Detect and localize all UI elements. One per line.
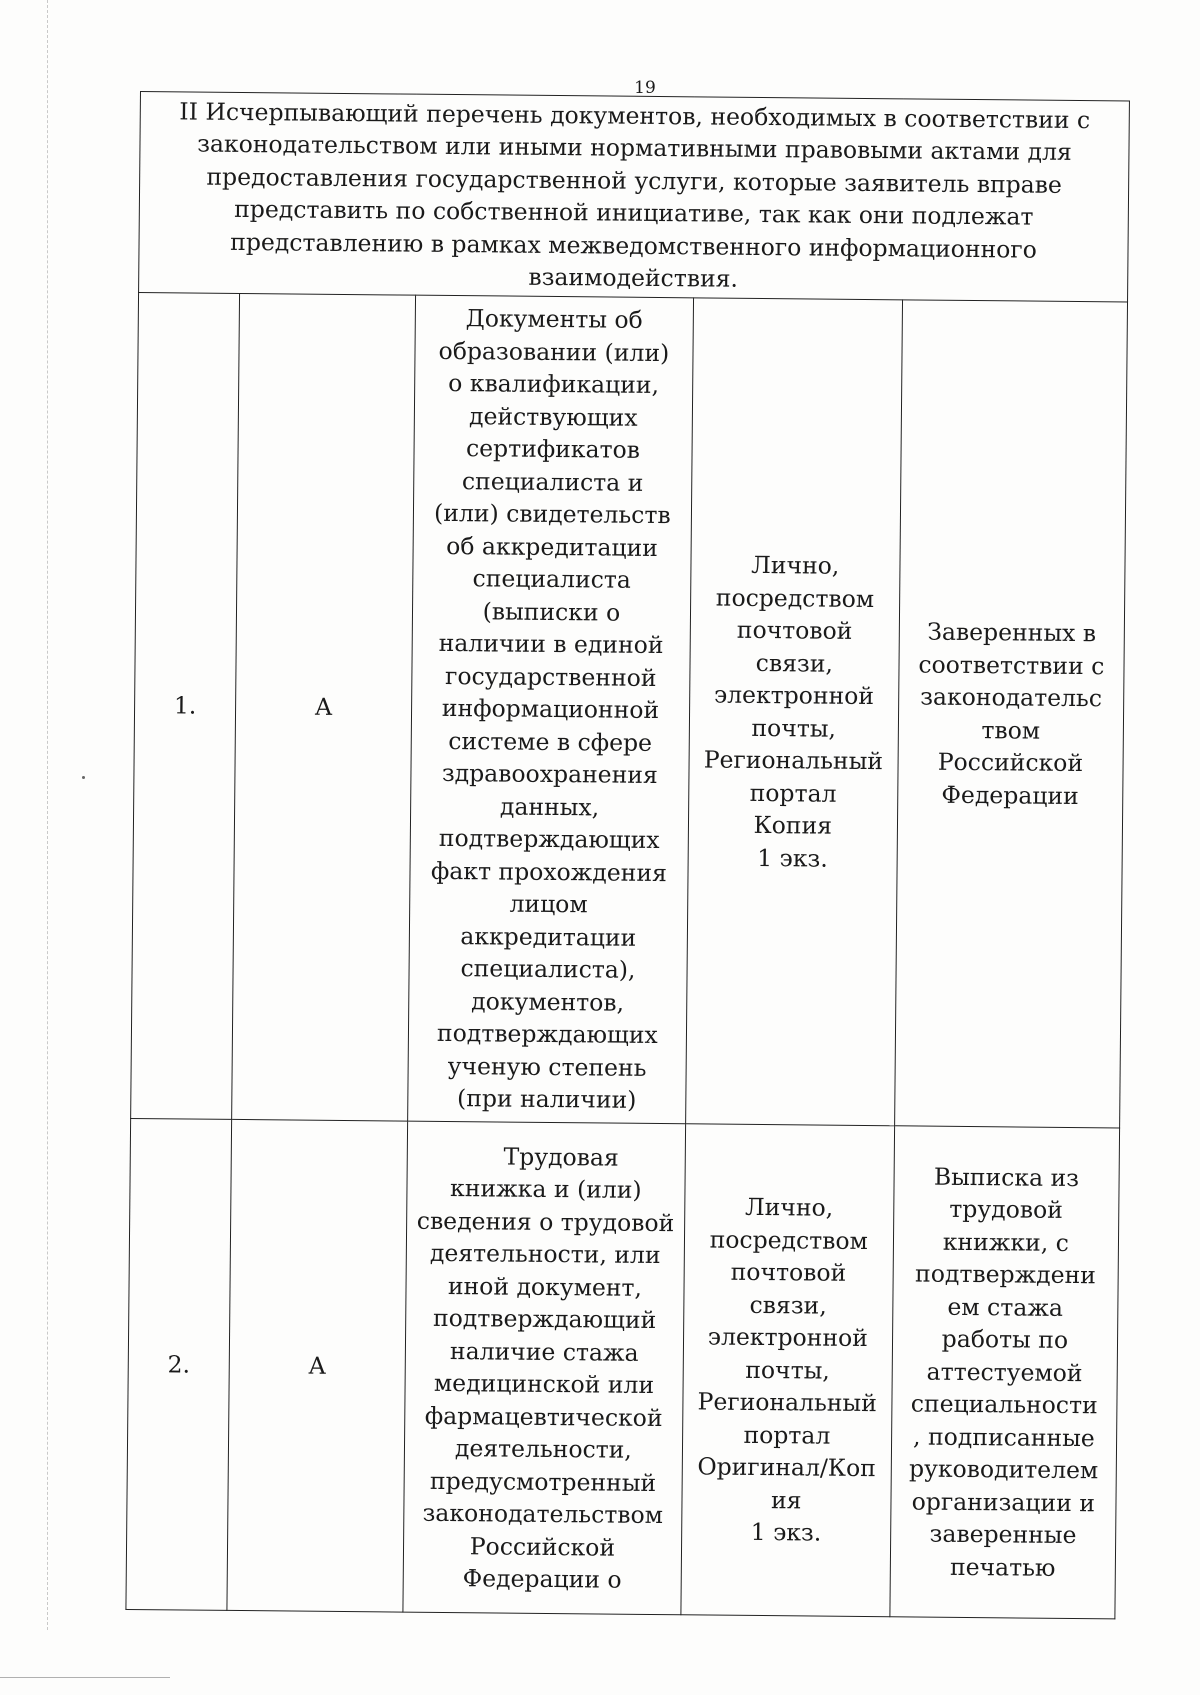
method-line: почты, [745,1355,830,1385]
note-line: аттестуемой [926,1357,1083,1387]
section-heading [139,92,1130,302]
note-line: специальности [910,1389,1098,1420]
method-line: портал [743,1420,831,1450]
document-line: медицинской или [433,1368,655,1399]
row-category: А [227,1119,408,1612]
method-line: почтовой [730,1257,847,1288]
note-line: организации и [911,1487,1096,1517]
method-line: электронной [713,680,875,711]
row-category: А [232,293,416,1121]
document-line: Трудовая [503,1142,619,1172]
note-line: твом [981,715,1041,745]
method-line: посредством [715,583,875,613]
document-line: (при наличии) [456,1084,637,1115]
method-line: 1 экз. [757,843,828,873]
document-line: подтверждающих [436,1019,658,1050]
note-cell [890,1126,1120,1619]
heading-line: взаимодействия. [528,262,739,293]
document-name-cell [408,295,694,1124]
document-line: подтверждающих [438,824,660,855]
method-line: Региональный [703,745,884,776]
note-line: Российской [937,747,1084,778]
document-line: о квалификации, [448,369,660,400]
document-line: специалиста и [461,466,644,497]
method-line: Копия [753,810,833,840]
note-cell [894,300,1127,1128]
document-line: системе в сфере [448,726,653,757]
table-row [131,292,1128,1127]
note-line: печатью [949,1552,1056,1582]
document-line: книжка и (или) [449,1174,642,1204]
method-line: связи, [755,648,834,678]
document-line: Документы об [465,304,643,335]
method-line: почтовой [736,615,853,645]
heading-line: II Исчерпывающий перечень документов, необходимых в соответствии с [179,96,1091,134]
table-row [126,1118,1120,1618]
method-line: 1 экз. [750,1518,822,1547]
document-line: подтверждающий [432,1303,657,1335]
document-line: деятельности, или [429,1238,661,1270]
row-number: 2. [126,1118,232,1610]
note-line: Федерации [941,780,1079,810]
document-line: специалиста [472,564,632,594]
note-line: Заверенных в [927,617,1097,648]
document-line: об аккредитации [446,531,659,562]
note-line: трудовой [949,1195,1064,1225]
documents-table [125,91,1130,1619]
method-line: Оригинал/Коп [697,1452,876,1483]
row-number: 1. [131,292,240,1119]
method-line: Региональный [697,1387,878,1418]
document-line: деятельности, [454,1434,633,1464]
document-line: образовании (или) [438,336,670,367]
document-line: специалиста), [460,954,636,985]
document-line: наличие стажа [449,1336,639,1367]
method-line: связи, [749,1290,827,1320]
method-line: почты, [751,713,837,743]
document-line: факт прохождения [430,856,668,887]
document-line: данных, [499,792,600,822]
submission-method-cell [686,298,903,1126]
method-line: электронной [707,1322,869,1353]
heading-line: законодательством или иными нормативными правовыми актами для [197,129,1072,166]
document-line: информационной [441,694,660,725]
document-line: ученую степень [447,1051,647,1082]
note-line: соответствии с [918,649,1105,680]
document-name-cell [403,1121,686,1615]
document-line: Федерации о [462,1564,622,1594]
document-line: сведения о трудовой [416,1206,675,1237]
document-line: документов, [471,986,625,1017]
note-line: Выписка из [933,1162,1080,1192]
document-line: лицом [509,889,588,919]
document-line: фармацевтической [424,1401,663,1432]
method-line: Лично, [751,550,840,580]
document-line: Российской [469,1531,616,1562]
method-line: Лично, [744,1193,834,1222]
scan-speck [82,776,85,779]
heading-line: предоставления государственной услуги, которые заявитель вправе [206,162,1063,199]
document-line: аккредитации [460,921,637,952]
note-line: руководителем [908,1454,1099,1485]
binding-margin-line [47,0,48,1630]
note-line: книжки, с [942,1227,1070,1257]
heading-line: представлению в рамках межведомственного информационного [230,227,1037,264]
bottom-edge-line [0,1677,170,1678]
note-line: работы по [941,1325,1069,1355]
document-line: здравоохранения [441,759,658,790]
document-line: предусмотренный [429,1466,657,1497]
document-line: (или) свидетельств [433,499,671,530]
heading-line: представить по собственной инициативе, так как они подлежат [234,194,1034,231]
page-number: 19 [634,78,656,98]
document-line: иной документ, [447,1271,643,1302]
submission-method-cell [681,1124,894,1617]
note-line: подтверждени [915,1259,1097,1290]
note-line: ем стажа [947,1292,1064,1322]
note-line: , подписанные [913,1422,1095,1452]
document-line: государственной [444,661,657,692]
note-line: законодательс [920,682,1103,713]
document-line: (выписки о [482,597,621,627]
document-line: законодательством [422,1498,664,1530]
document-line: сертификатов [465,434,641,465]
table-sheet [125,91,1130,1620]
method-line: ия [770,1485,802,1515]
note-line: заверенные [929,1519,1077,1550]
method-line: портал [749,778,837,808]
document-line: наличии в единой [438,629,664,660]
method-line: посредством [709,1225,869,1255]
document-line: действующих [468,401,638,432]
